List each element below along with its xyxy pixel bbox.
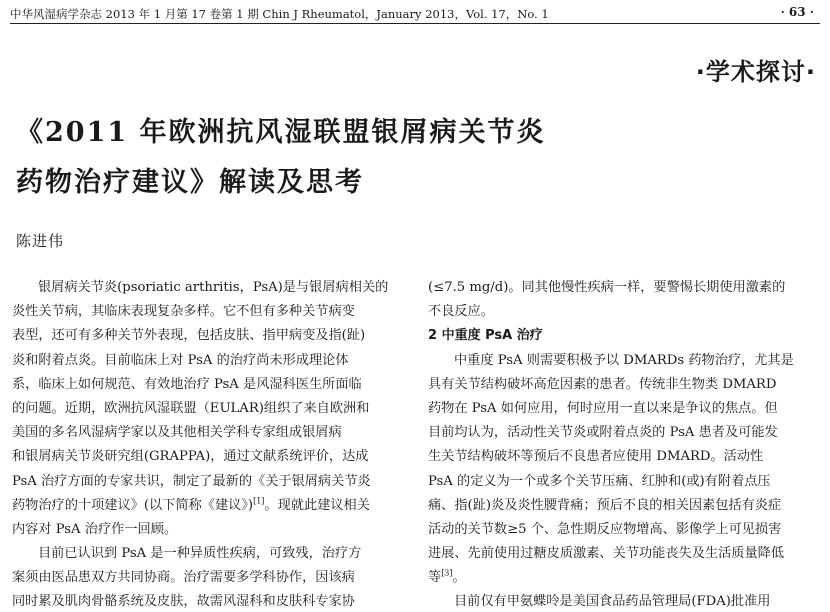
body-text-line: [12, 349, 398, 373]
line-text: 药物治疗的十项建议》(以下简称《建议》): [12, 497, 254, 513]
body-text-line: [12, 276, 398, 300]
line-text: 内容对 PsA 治疗作一回顾。: [12, 521, 178, 537]
line-text: 等: [428, 570, 442, 586]
body-text-line: [428, 542, 818, 566]
citation-ref[interactable]: [3]: [441, 568, 453, 578]
body-text-line: [12, 494, 398, 518]
body-text-line: [428, 276, 818, 300]
line-text: 同时累及肌肉骨骼系统及皮肤，故需风湿科和皮肤科专家协: [12, 594, 355, 610]
body-text-line: [12, 324, 398, 348]
body-text-line: [428, 349, 818, 373]
article-title: [16, 108, 546, 208]
line-text: 中重度 PsA 则需要积极予以 DMARDs 药物治疗，尤其是: [454, 352, 794, 368]
body-text-line: [428, 421, 818, 445]
body-column-right: [428, 276, 818, 612]
line-text: PsA 的定义为一个或多个关节压痛、红肿和(或)有附着点压: [428, 473, 771, 489]
body-text-line: [428, 566, 818, 590]
line-text: 炎和附着点炎。目前临床上对 PsA 的治疗尚未形成理论体: [12, 352, 349, 368]
line-text: 2 中重度 PsA 治疗: [428, 328, 543, 344]
body-column-left: [12, 276, 398, 612]
line-text: PsA 治疗方面的专家共识，制定了最新的《关于银屑病关节炎: [12, 473, 371, 489]
body-text-line: [12, 445, 398, 469]
line-text: 银屑病关节炎(psoriatic arthritis，PsA)是与银屑病相关的: [38, 280, 389, 295]
title-line-1: 《2011 年欧洲抗风湿联盟银屑病关节炎: [16, 117, 546, 148]
line-text: 炎性关节病，其临床表现复杂多样。它不但有多种关节病变: [12, 304, 355, 320]
citation-ref[interactable]: [1]: [253, 496, 265, 506]
line-text: 药物在 PsA 如何应用，何时应用一直以来是争议的焦点。但: [428, 400, 778, 416]
body-text-line: [428, 518, 818, 542]
line-text: 不良反应。: [428, 304, 494, 320]
body-text-line: [12, 590, 398, 612]
line-text: 和银屑病关节炎研究组(GRAPPA)，通过文献系统评价，达成: [12, 449, 369, 465]
body-text-line: [12, 397, 398, 421]
body-text-line: [428, 397, 818, 421]
body-text-line: [12, 542, 398, 566]
title-line-2: 药物治疗建议》解读及思考: [16, 167, 364, 198]
body-text-line: [12, 421, 398, 445]
line-text: 目前仅有甲氨蝶呤是美国食品药品管理局(FDA)批准用: [454, 594, 771, 610]
body-text-line: [428, 470, 818, 494]
line-text: 案须由医品患双方共同协商。治疗需要多学科协作，因该病: [12, 570, 355, 586]
section-heading: [428, 324, 818, 348]
line-text: 生关节结构破坏等预后不良患者应使用 DMARD。活动性: [428, 449, 764, 465]
line-text-tail: 。: [452, 570, 466, 586]
body-text-line: [12, 373, 398, 397]
body-text-line: [428, 494, 818, 518]
body-text-line: [12, 470, 398, 494]
body-text-line: [428, 300, 818, 324]
line-text: 具有关节结构破坏高危因素的患者。传统非生物类 DMARD: [428, 376, 777, 392]
line-text: 的问题。近期，欧洲抗风湿联盟（EULAR)组织了来自欧洲和: [12, 400, 370, 416]
line-text: 痛、指(趾)炎及炎性腰背痛；预后不良的相关因素包括有炎症: [428, 497, 782, 513]
section-tag: ·学术探讨·: [695, 58, 816, 86]
body-text-line: [12, 300, 398, 324]
journal-citation: 中华风湿病学杂志 2013 年 1 月第 17 卷第 1 期 Chin J Rheumatol，January 2013，Vol. 17，No. 1: [10, 7, 549, 21]
line-text: 美国的多名风湿病学家以及其他相关学科专家组成银屑病: [12, 425, 342, 441]
line-text: 表型，还可有多种关节外表现，包括皮肤、指甲病变及指(趾): [12, 328, 366, 344]
line-text: (≤7.5 mg/d)。同其他慢性疾病一样，要警惕长期使用激素的: [428, 280, 786, 295]
line-text: 目前均认为，活动性关节炎或附着点炎的 PsA 患者及可能发: [428, 425, 778, 441]
body-text-line: [428, 445, 818, 469]
line-text: 目前已认识到 PsA 是一种异质性疾病，可致残，治疗方: [38, 546, 362, 562]
line-text: 系，临床上如何规范、有效地治疗 PsA 是风湿科医生所面临: [12, 376, 362, 392]
line-text: 进展、先前使用过糖皮质激素、关节功能丧失及生活质量降低: [428, 546, 785, 562]
line-text: 活动的关节数≥5 个、急性期反应物增高、影像学上可见损害: [428, 521, 782, 537]
body-text-line: [12, 518, 398, 542]
body-text-line: [428, 373, 818, 397]
body-text-line: [12, 566, 398, 590]
running-header: [10, 2, 820, 24]
author: 陈进伟: [16, 232, 65, 250]
body-text-line: [428, 590, 818, 612]
line-text-tail: 。现就此建议相关: [264, 497, 370, 513]
page-number: · 63 ·: [780, 5, 814, 19]
